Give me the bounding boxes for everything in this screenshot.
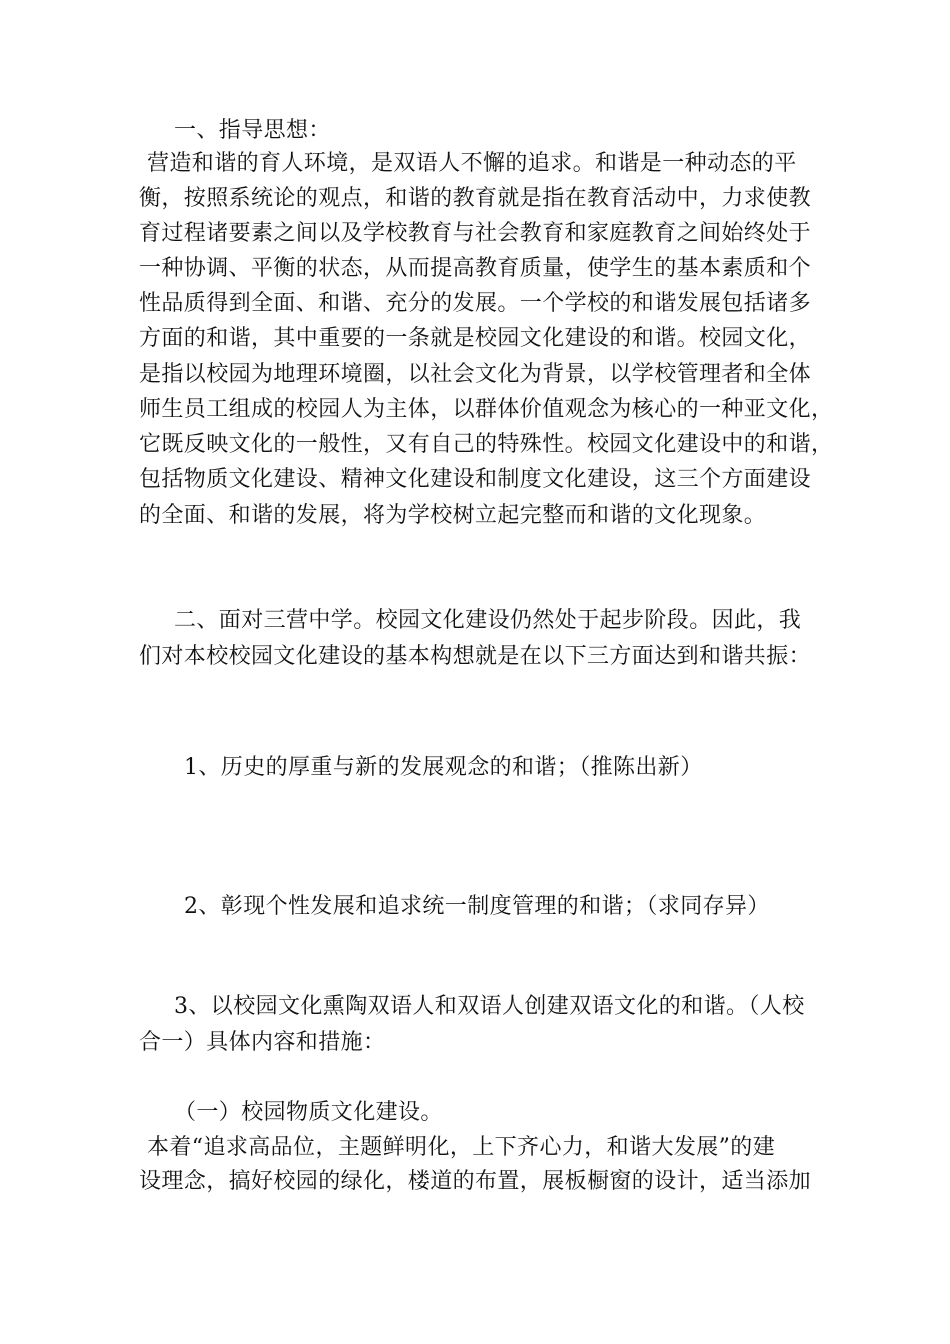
section2-line-2: 们对本校校园文化建设的基本构想就是在以下三方面达到和谐共振： xyxy=(139,644,812,669)
section1-line-8: 师生员工组成的校园人为主体，以群体价值观念为核心的一种亚文化， xyxy=(139,397,834,422)
section1-line-2: 衡，按照系统论的观点，和谐的教育就是指在教育活动中，力求使教 xyxy=(139,186,812,211)
section1-line-11: 的全面、和谐的发展，将为学校树立起完整而和谐的文化现象。 xyxy=(139,503,767,528)
section1-line-9: 它既反映文化的一般性，又有自己的特殊性。校园文化建设中的和谐， xyxy=(139,432,834,457)
item-3-line-2: 合一）具体内容和措施： xyxy=(139,1030,386,1055)
section1-line-10: 包括物质文化建设、精神文化建设和制度文化建设，这三个方面建设 xyxy=(139,467,812,492)
section1-heading: 一、指导思想： xyxy=(174,118,331,143)
section1-line-4: 一种协调、平衡的状态，从而提高教育质量，使学生的基本素质和个 xyxy=(139,256,812,281)
section1-line-6: 方面的和谐，其中重要的一条就是校园文化建设的和谐。校园文化， xyxy=(139,326,812,351)
item-2: 2、彰现个性发展和追求统一制度管理的和谐；（求同存异） xyxy=(184,894,770,919)
section2-line-1: 二、面对三营中学。校园文化建设仍然处于起步阶段。因此，我 xyxy=(174,608,802,633)
section1-line-3: 育过程诸要素之间以及学校教育与社会教育和家庭教育之间始终处于 xyxy=(139,221,812,246)
section1-line-5: 性品质得到全面、和谐、充分的发展。一个学校的和谐发展包括诸多 xyxy=(139,291,812,316)
item-3-line-1: 3、以校园文化熏陶双语人和双语人创建双语文化的和谐。（人校 xyxy=(174,994,805,1019)
subsection1-line-2: 设理念，搞好校园的绿化，楼道的布置，展板橱窗的设计，适当添加 xyxy=(139,1169,812,1194)
section1-line-1: 营造和谐的育人环境，是双语人不懈的追求。和谐是一种动态的平 xyxy=(147,151,797,176)
subsection1-heading: （一）校园物质文化建设。 xyxy=(174,1100,443,1125)
item-1: 1、历史的厚重与新的发展观念的和谐；（推陈出新） xyxy=(184,755,703,780)
section1-line-7: 是指以校园为地理环境圈，以社会文化为背景，以学校管理者和全体 xyxy=(139,362,812,387)
subsection1-line-1: 本着“追求高品位，主题鲜明化，上下齐心力，和谐大发展”的建 xyxy=(147,1135,776,1160)
